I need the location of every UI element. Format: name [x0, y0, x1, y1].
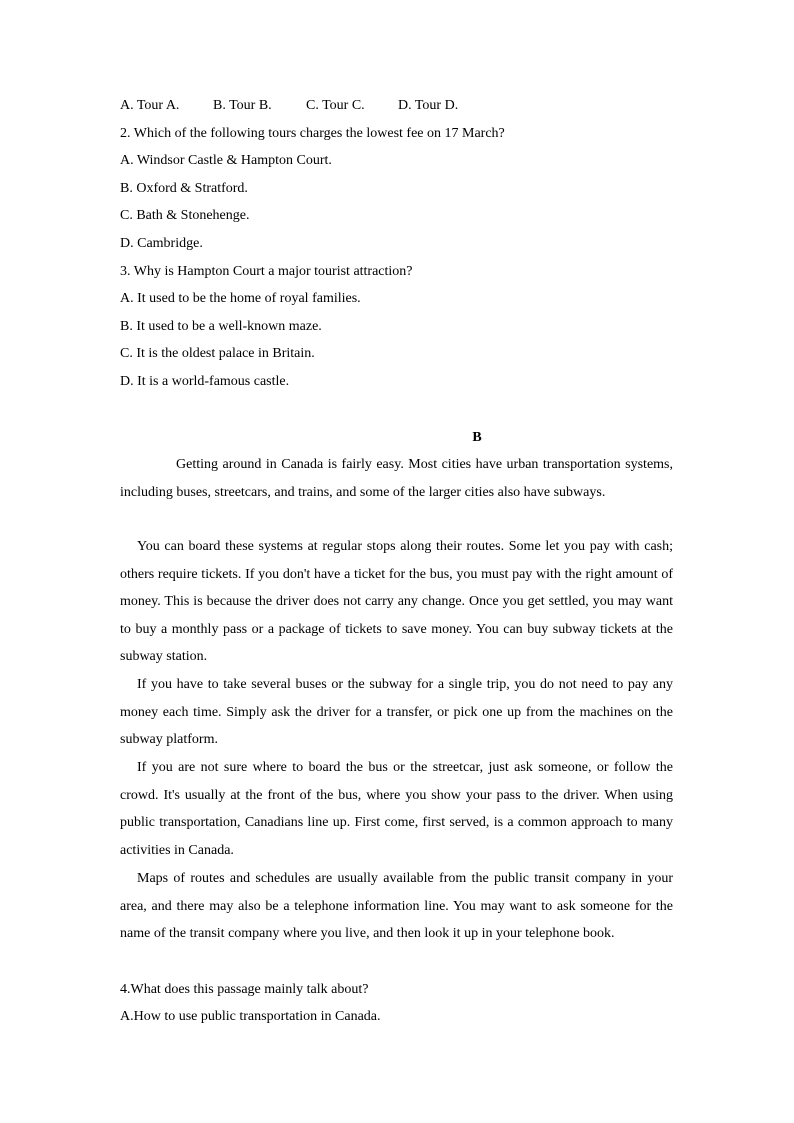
q2-question: 2. Which of the following tours charges the lowest fee on 17 March?: [120, 126, 505, 141]
q1-option-a: A. Tour A.: [120, 98, 180, 113]
q4-option-a: A.How to use public transportation in Canada.: [120, 1009, 381, 1024]
q1-option-b: B. Tour B.: [213, 98, 272, 113]
paragraph-5: [120, 865, 673, 948]
paragraph-3: [120, 671, 673, 754]
paragraph-1: [120, 451, 673, 506]
q3-option-b: B. It used to be a well-known maze.: [120, 319, 322, 334]
q2-option-d: D. Cambridge.: [120, 236, 203, 251]
q4-question: 4.What does this passage mainly talk about?: [120, 982, 369, 997]
paragraph-1-text: Getting around in Canada is fairly easy. Most cities have urban transportation systems, including buses, streetcars, and trains, and some of the larger cities also have subways.: [120, 457, 673, 500]
q3-question: 3. Why is Hampton Court a major tourist attraction?: [120, 264, 413, 279]
q2-option-a: A. Windsor Castle & Hampton Court.: [120, 153, 332, 168]
paragraph-4: [120, 754, 673, 864]
paragraph-5-text: Maps of routes and schedules are usually available from the public transit company in your area, and there may also be a telephone information line. You may want to ask someone for the name of the transit company where you live, and then look it up in your telephone book.: [120, 871, 673, 942]
paragraph-2: [120, 533, 673, 671]
paragraph-3-text: If you have to take several buses or the subway for a single trip, you do not need to pay any money each time. Simply ask the driver for a transfer, or pick one up from the machines on the subway platform.: [120, 677, 673, 748]
paragraph-2-text: You can board these systems at regular stops along their routes. Some let you pay with cash; others require tickets. If you don't have a ticket for the bus, you must pay with the right amount of money. This is because the driver does not carry any change. Once you get settled, you may want to buy a monthly pass or a package of tickets to save money. You can buy subway tickets at the subway station.: [120, 539, 673, 665]
section-b-heading: B: [472, 430, 482, 445]
q3-option-c: C. It is the oldest palace in Britain.: [120, 346, 315, 361]
q3-option-a: A. It used to be the home of royal families.: [120, 291, 361, 306]
q1-option-c: C. Tour C.: [306, 98, 365, 113]
paragraph-4-text: If you are not sure where to board the bus or the streetcar, just ask someone, or follow the crowd. It's usually at the front of the bus, where you show your pass to the driver. When using public transportation, Canadians line up. First come, first served, is a common approach to many activities in Canada.: [120, 760, 673, 858]
q1-option-d: D. Tour D.: [398, 98, 459, 113]
q2-option-c: C. Bath & Stonehenge.: [120, 208, 250, 223]
q2-option-b: B. Oxford & Stratford.: [120, 181, 248, 196]
q1-options: [120, 97, 458, 115]
q3-option-d: D. It is a world-famous castle.: [120, 374, 290, 389]
